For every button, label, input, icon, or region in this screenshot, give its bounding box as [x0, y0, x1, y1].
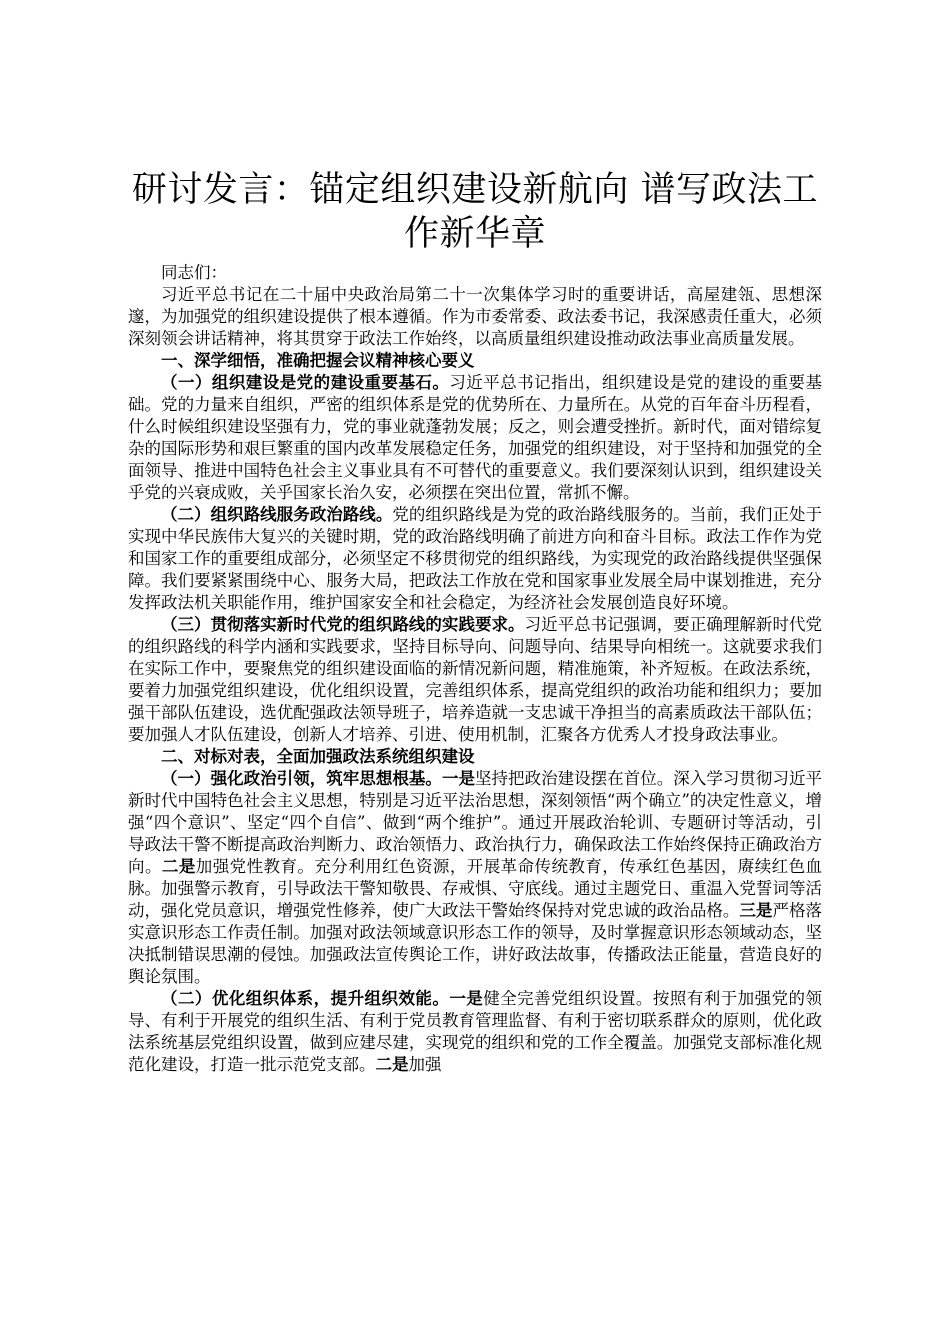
section-2-paragraph-1-keyword-3: 三是 — [739, 901, 773, 920]
document-title: 研讨发言：锚定组织建设新航向 谱写政法工作新华章 — [131, 170, 819, 254]
intro-paragraph: 习近平总书记在二十届中央政治局第二十一次集体学习时的重要讲话，高屋建瓴、思想深邃，为加强党的组织建设提供了根本遵循。作为市委常委、政法委书记，我深感责任重大，必须深刻领会讲话精神，将其贯穿于政法工作始终，以高质量组织建设推动政法事业高质量发展。 — [128, 285, 822, 348]
section-2-paragraph-2-text-2: 加强 — [408, 1055, 442, 1074]
section-1-paragraph-2 — [128, 504, 822, 614]
section-2-paragraph-2-text-1: 健全完善党组织设置。按照有利于加强党的领导、有利于开展党的组织生活、有利于党员教育管理监督、有利于密切联系群众的原则，优化政法系统基层党组织设置，做到应建尽建，实现党的组织和党的工作全覆盖。加强党支部标准化规范化建设，打造一批示范党支部。 — [128, 989, 823, 1074]
section-1-paragraph-3-lead: （三）贯彻落实新时代党的组织路线的实践要求。 — [161, 615, 525, 634]
section-2-paragraph-2 — [128, 988, 822, 1076]
section-2-paragraph-1-keyword-1: 一是 — [441, 769, 475, 788]
section-1-paragraph-1-lead: （一）组织建设是党的建设重要基石。 — [161, 373, 450, 392]
section-2-paragraph-2-lead: （二）优化组织体系，提升组织效能。 — [161, 989, 450, 1008]
section-1-heading: 一、深学细悟，准确把握会议精神核心要义 — [161, 351, 475, 370]
section-1-paragraph-2-lead: （二）组织路线服务政治路线。 — [161, 505, 393, 524]
section-1-paragraph-1 — [128, 372, 822, 504]
section-2-heading: 二、对标对表，全面加强政法系统组织建设 — [161, 747, 475, 766]
section-1-paragraph-1-text: 习近平总书记指出，组织建设是党的建设的重要基础。党的力量来自组织，严密的组织体系是党的优势所在、力量所在。从党的百年奋斗历程看，什么时候组织建设坚强有力，党的事业就蓬勃发展；反之，则会遭受挫折。新时代，面对错综复杂的国际形势和艰巨繁重的国内改革发展稳定任务，加强党的组织建设，对于坚持和加强党的全面领导、推进中国特色社会主义事业具有不可替代的重要意义。我们要深刻认识到，组织建设关乎党的兴衰成败，关乎国家长治久安，必须摆在突出位置，常抓不懈。 — [128, 373, 823, 502]
section-2-paragraph-2-keyword-2: 二是 — [375, 1055, 409, 1074]
section-2-paragraph-1-text-2: 加强党性教育。充分利用红色资源，开展革命传统教育，传承红色基因，赓续红色血脉。加强警示教育，引导政法干警知敬畏、存戒惧、守底线。通过主题党日、重温入党誓词等活动，强化党员意识，增强党性修养，使广大政法干警始终保持对党忠诚的政治品格。 — [128, 857, 822, 920]
section-2-paragraph-1-text-3: 严格落实意识形态工作责任制。加强对政法领域意识形态工作的领导，及时掌握意识形态领域动态，坚决抵制错误思潮的侵蚀。加强政法宣传舆论工作，讲好政法故事，传播政法正能量，营造良好的舆论氛围。 — [128, 901, 823, 986]
section-2-paragraph-1 — [128, 768, 822, 988]
section-1-paragraph-3 — [128, 614, 822, 746]
section-2-paragraph-1-keyword-2: 二是 — [161, 857, 196, 876]
section-1-paragraph-3-text: 习近平总书记强调，要正确理解新时代党的组织路线的科学内涵和实践要求，坚持目标导向、问题导向、结果导向相统一。这就要求我们在实际工作中，要聚焦党的组织建设面临的新情况新问题，精准施策，补齐短板。在政法系统，要着力加强党组织建设，优化组织设置，完善组织体系，提高党组织的政治功能和组织力；要加强干部队伍建设，选优配强政法领导班子，培养造就一支忠诚干净担当的高素质政法干部队伍；要加强人才队伍建设，创新人才培养、引进、使用机制，汇聚各方优秀人才投身政法事业。 — [128, 615, 823, 744]
document-page — [128, 168, 822, 1076]
section-2-paragraph-1-text-1: 坚持把政治建设摆在首位。深入学习贯彻习近平新时代中国特色社会主义思想，特别是习近平法治思想，深刻领悟“两个确立”的决定性意义，增强“四个意识”、坚定“四个自信”、做到“两个维护”。通过开展政治轮训、专题研讨等活动，引导政法干警不断提高政治判断力、政治领悟力、政治执行力，确保政法工作始终保持正确政治方向。 — [128, 769, 823, 876]
greeting: 同志们： — [161, 263, 227, 282]
section-2-paragraph-2-keyword-1: 一是 — [449, 989, 484, 1008]
section-2-paragraph-1-lead: （一）强化政治引领，筑牢思想根基。 — [161, 769, 442, 788]
section-1-paragraph-2-text: 党的组织路线是为党的政治路线服务的。当前，我们正处于实现中华民族伟大复兴的关键时期，党的政治路线明确了前进方向和奋斗目标。政法工作作为党和国家工作的重要组成部分，必须坚定不移贯彻党的组织路线，为实现党的政治路线提供坚强保障。我们要紧紧围绕中心、服务大局，把政法工作放在党和国家事业发展全局中谋划推进，充分发挥政法机关职能作用，维护国家安全和社会稳定，为经济社会发展创造良好环境。 — [128, 505, 823, 612]
